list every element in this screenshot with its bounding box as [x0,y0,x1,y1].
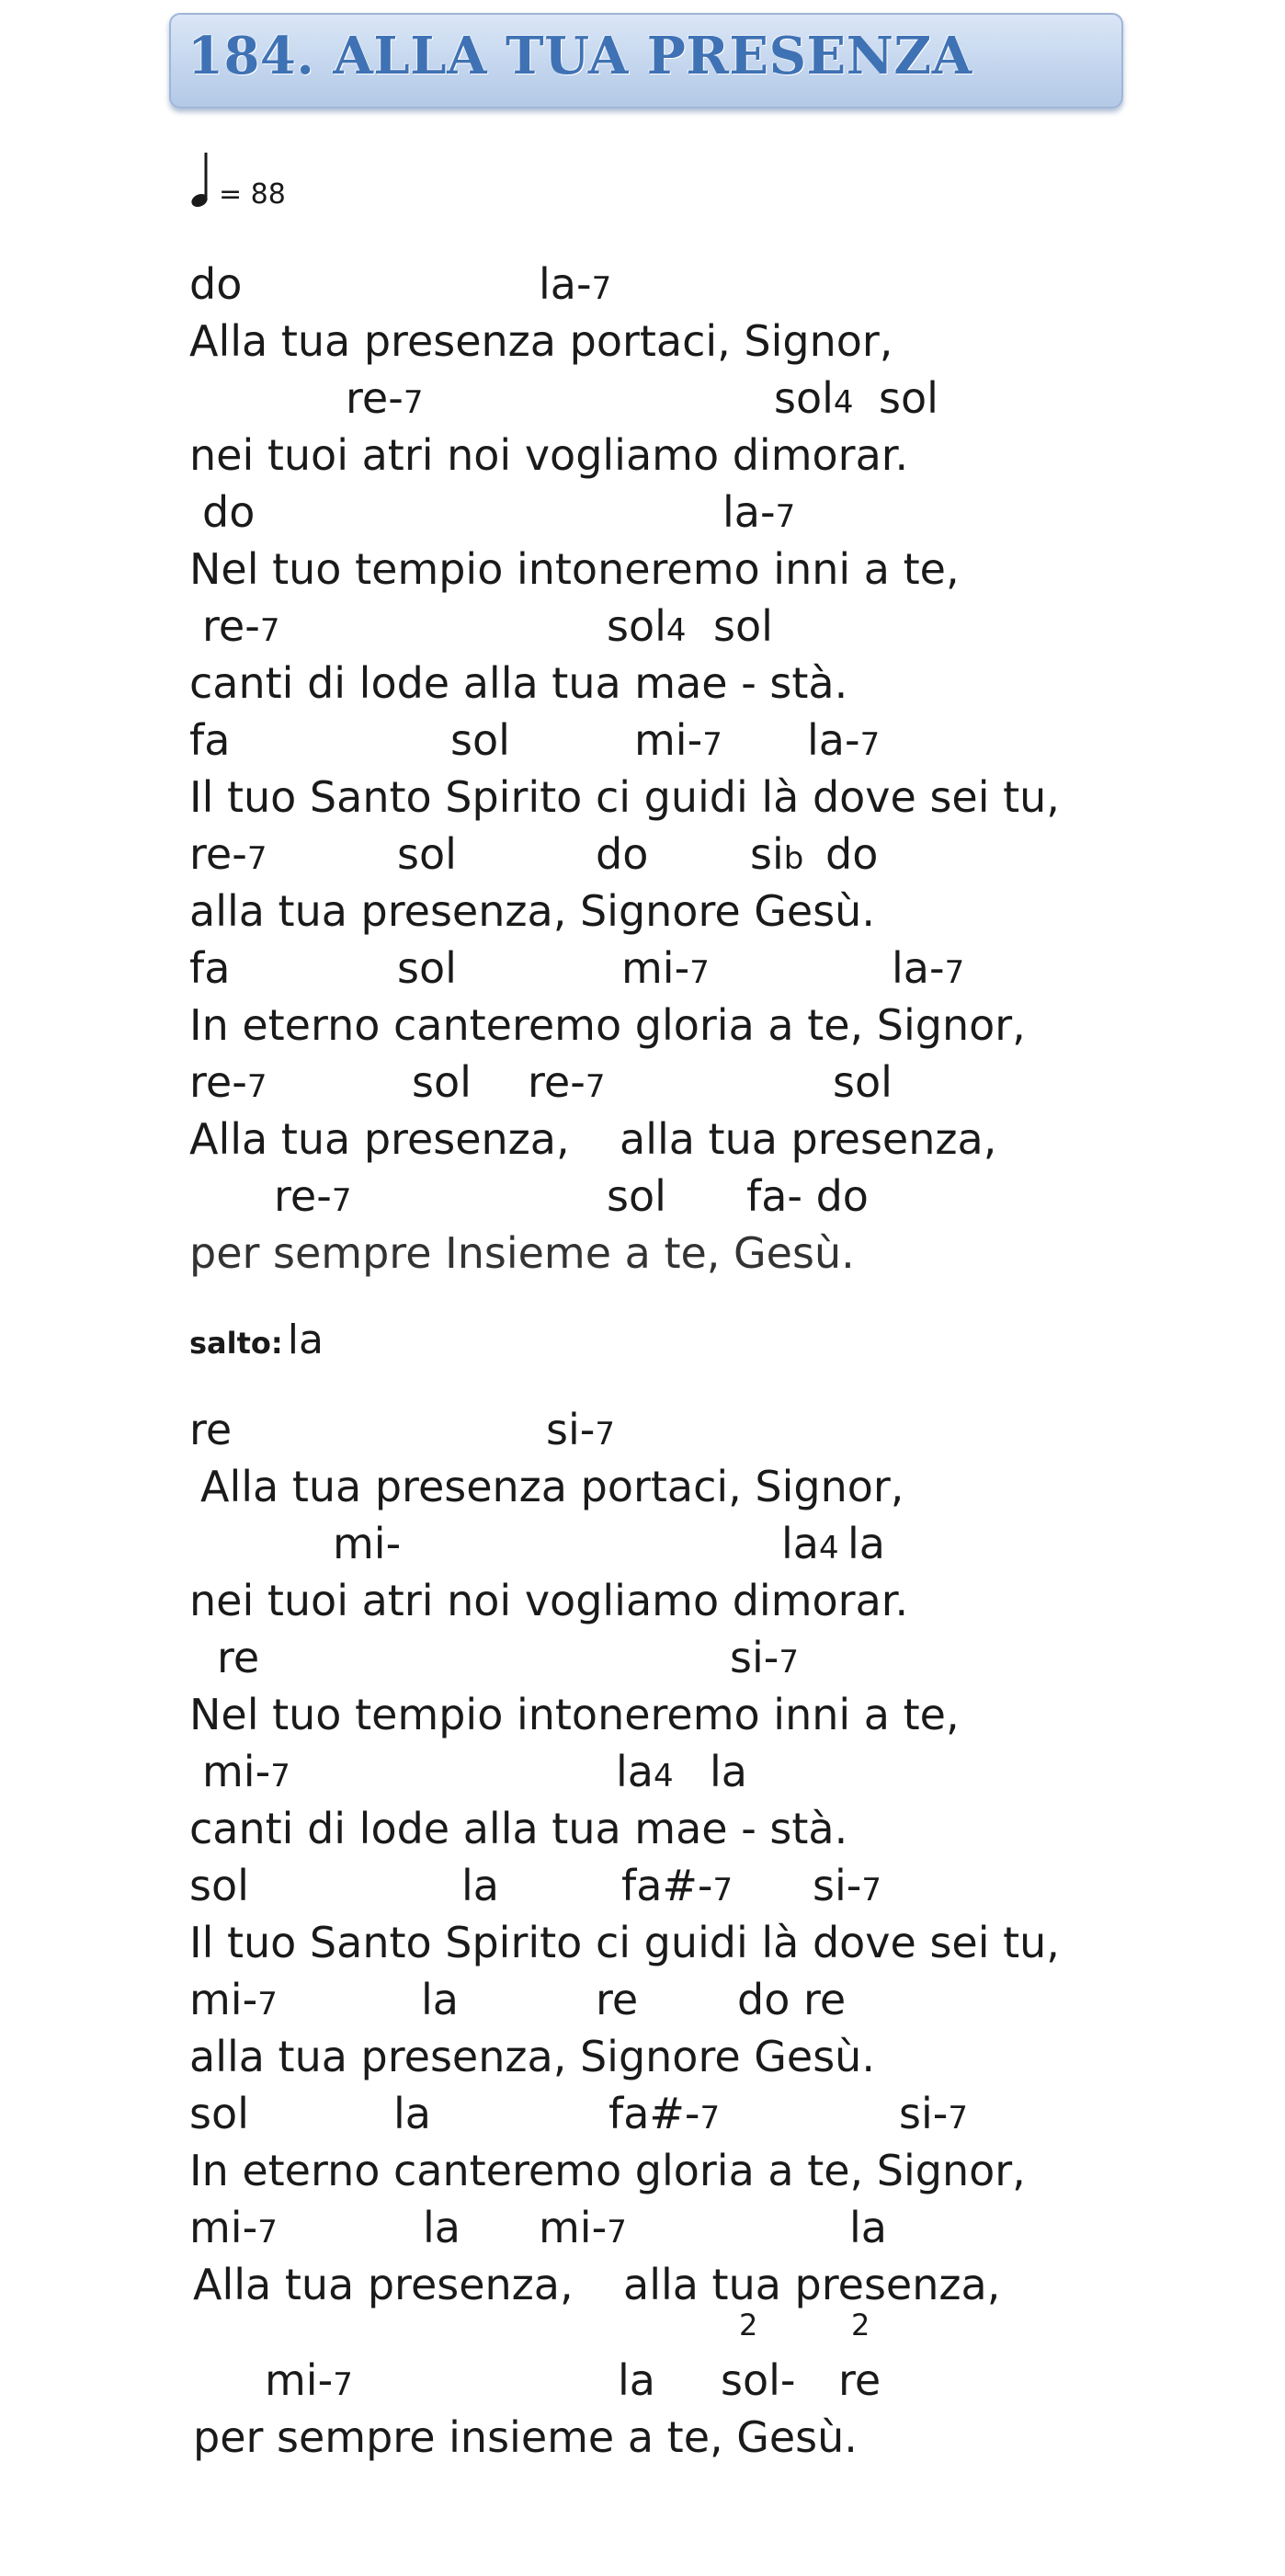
lyric-line: Alla tua presenza, [193,2260,574,2309]
chord: sib [750,829,804,879]
chord: sol [607,1171,666,1221]
chord: la [618,2355,655,2405]
chord-superscript: 2 [739,2308,758,2342]
chord: re-7 [202,601,280,651]
lyric-line: Il tuo Santo Spirito ci guidi là dove sei tu, [189,1918,1060,1967]
chord: la4 [616,1747,674,1796]
lyric-line: Alla tua presenza, [189,1114,570,1164]
chord: mi- [333,1519,402,1568]
chord: mi-7 [189,2203,278,2252]
chord: sol [397,829,457,879]
chord: fa [189,715,231,765]
chord: re [596,1975,639,2024]
chord: la [287,1316,324,1363]
chord: si-7 [546,1405,615,1454]
chord: la [849,2203,887,2252]
chord: fa- do [746,1171,869,1221]
chord: sol4 [774,373,854,423]
lyric-line: alla tua presenza, [623,2260,1001,2309]
chord: sol4 [607,601,687,651]
song-title: 184. ALLA TUA PRESENZA [188,26,972,86]
chord: re [838,2355,881,2405]
chord: do [202,487,256,537]
chord: re-7 [274,1171,352,1221]
chord: la-7 [807,715,881,765]
lyric-line: alla tua presenza, Signore Gesù. [189,2032,875,2081]
chord: la [423,2203,461,2252]
lyric-line: In eterno canteremo gloria a te, Signor, [189,2146,1026,2195]
chord: la [393,2089,431,2138]
lyric-line: Alla tua presenza portaci, Signor, [200,1462,904,1511]
lyric-line: In eterno canteremo gloria a te, Signor, [189,1000,1026,1050]
chord: do [596,829,649,879]
chord: sol [189,1861,249,1910]
chord: la [710,1747,747,1796]
chord: mi-7 [634,715,722,765]
lyric-line: nei tuoi atri noi vogliamo dimorar. [189,430,909,480]
chord: la4 [781,1519,839,1568]
chord: sol [412,1057,472,1107]
chord: si-7 [899,2089,968,2138]
chord: do [825,829,879,879]
chord: re-7 [528,1057,606,1107]
chord: re-7 [189,829,267,879]
chord-superscript: 2 [851,2308,870,2342]
chord: re [217,1633,260,1682]
chord: do [189,259,243,309]
quarter-note-icon [189,151,215,210]
lyric-line: per sempre Insieme a te, Gesù. [189,1228,855,1278]
lyric-line: canti di lode alla tua mae - stà. [189,1804,848,1853]
chord: fa#-7 [621,1861,733,1910]
chord: la-7 [539,259,612,309]
lyric-line: Nel tuo tempio intoneremo inni a te, [189,1690,960,1739]
chord: la-7 [892,943,965,993]
chord: sol [450,715,510,765]
lyric-line: alla tua presenza, Signore Gesù. [189,886,875,936]
chord: sol [397,943,457,993]
chord: la-7 [722,487,796,537]
chord: mi-7 [265,2355,353,2405]
chord: do re [737,1975,847,2024]
lyric-line: nei tuoi atri noi vogliamo dimorar. [189,1576,909,1625]
chord: mi-7 [202,1747,290,1796]
chord: la [461,1861,499,1910]
chord: la [421,1975,459,2024]
title-banner [169,13,1123,108]
chord: sol [713,601,773,651]
lyric-line: canti di lode alla tua mae - stà. [189,658,848,708]
lyric-line: Alla tua presenza portaci, Signor, [189,316,893,366]
chord: mi-7 [621,943,710,993]
salto-label: salto: [189,1326,283,1361]
chord: fa [189,943,231,993]
lyric-line: alla tua presenza, [620,1114,997,1164]
lyric-line: per sempre insieme a te, Gesù. [193,2412,858,2462]
lyric-line: Il tuo Santo Spirito ci guidi là dove sei tu, [189,772,1060,822]
chord: re-7 [346,373,424,423]
tempo-value: = 88 [219,178,286,211]
chord: si-7 [813,1861,881,1910]
chord: sol- [721,2355,796,2405]
chord: mi-7 [189,1975,278,2024]
chord: re [189,1405,233,1454]
lyric-line: Nel tuo tempio intoneremo inni a te, [189,544,960,594]
chord: sol [879,373,938,423]
chord: la [847,1519,885,1568]
chord: fa#-7 [608,2089,721,2138]
chord: mi-7 [539,2203,627,2252]
chord: sol [189,2089,249,2138]
chord: re-7 [189,1057,267,1107]
salto-marker [189,1316,324,1363]
chord: si-7 [730,1633,799,1682]
chord: sol [833,1057,893,1107]
